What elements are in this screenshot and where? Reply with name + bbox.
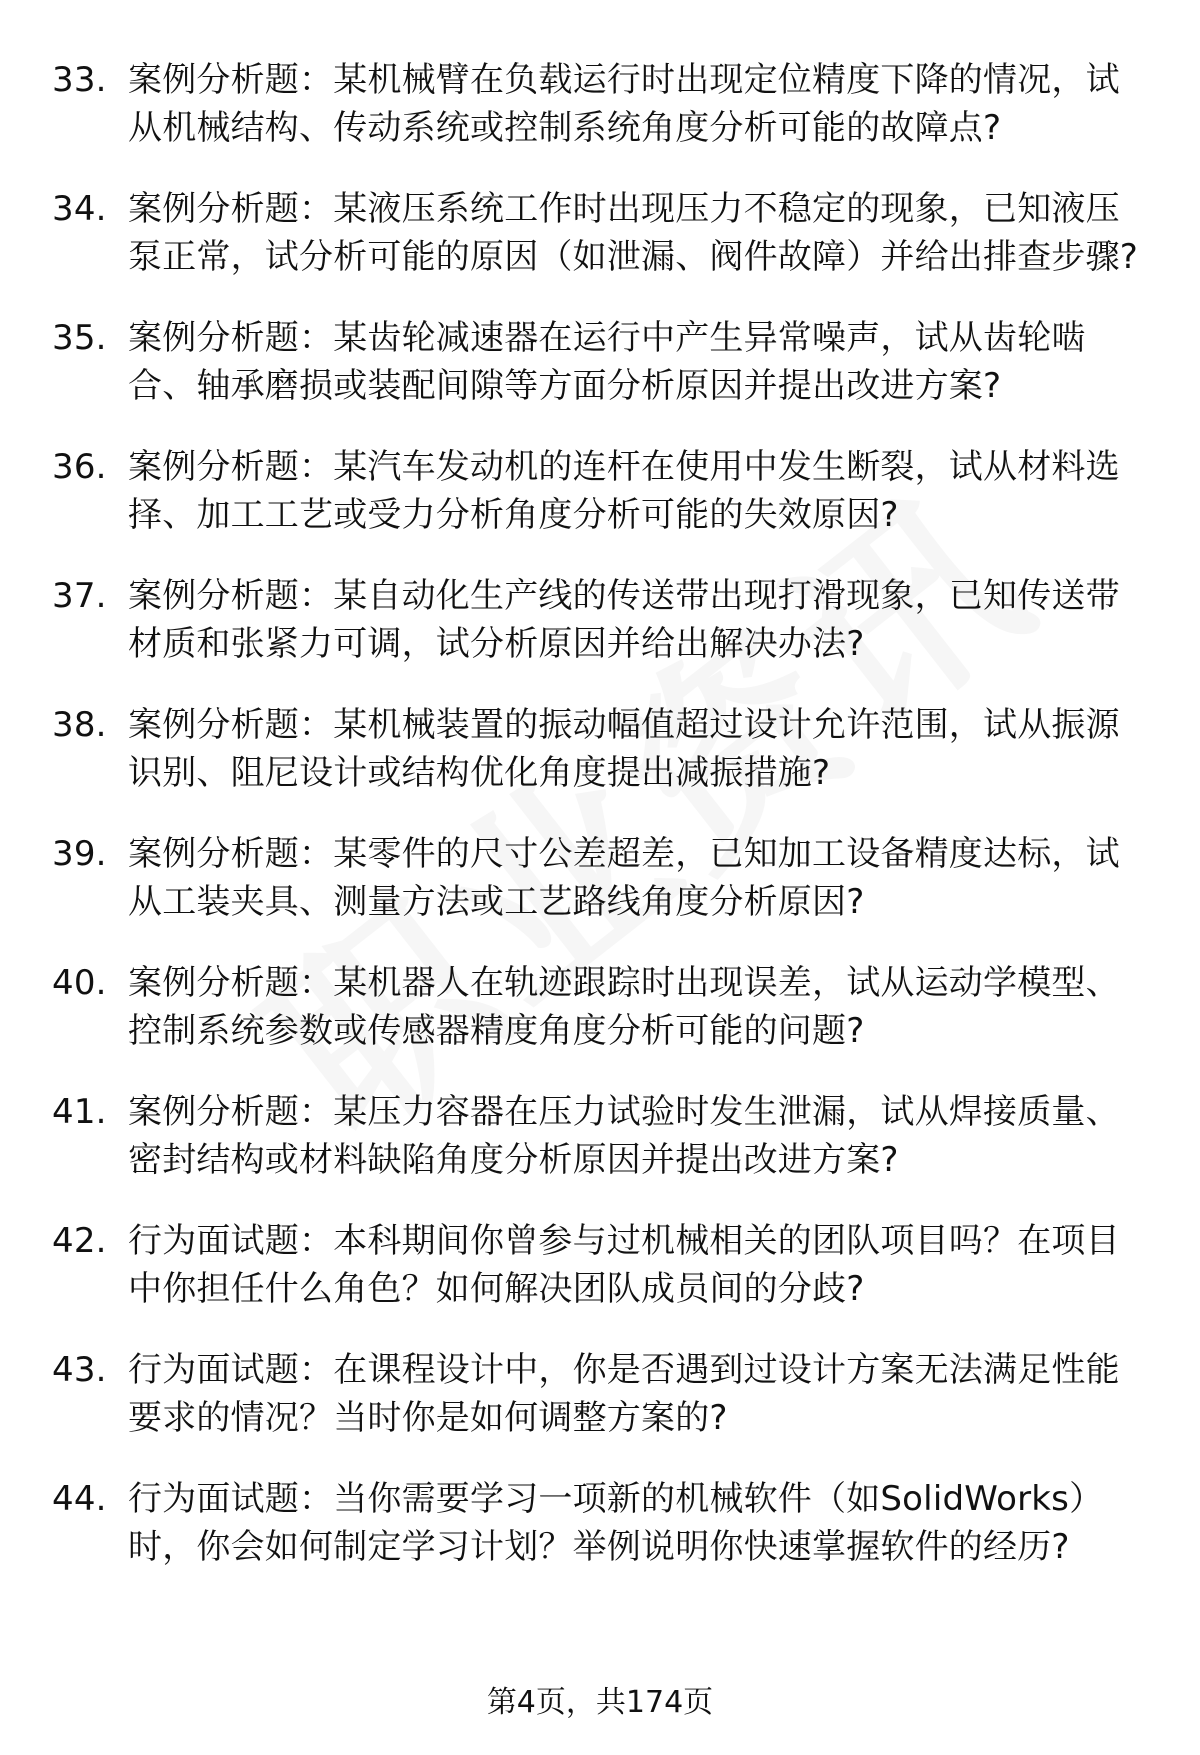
- question-text: 案例分析题：某液压系统工作时出现压力不稳定的现象，已知液压泵正常，试分析可能的原因（如泄漏、阀件故障）并给出排查步骤?: [128, 189, 1139, 277]
- question-item: [52, 830, 1142, 926]
- page-number-label: 第4页，共174页: [486, 1685, 714, 1720]
- question-number: 41.: [52, 1092, 107, 1132]
- question-number: 43.: [52, 1350, 107, 1390]
- question-item: [52, 314, 1142, 410]
- question-text: 行为面试题：本科期间你曾参与过机械相关的团队项目吗？在项目中你担任什么角色？如何解决团队成员间的分歧?: [128, 1221, 1120, 1309]
- question-number: 42.: [52, 1221, 107, 1261]
- question-number: 38.: [52, 705, 107, 745]
- question-text: 案例分析题：某机械装置的振动幅值超过设计允许范围，试从振源识别、阻尼设计或结构优化角度提出减振措施?: [128, 705, 1120, 793]
- question-number: 44.: [52, 1479, 107, 1519]
- question-number: 40.: [52, 963, 107, 1003]
- question-number: 33.: [52, 60, 107, 100]
- page-footer: [0, 1683, 1200, 1723]
- question-item: [52, 1088, 1142, 1184]
- question-item: [52, 185, 1142, 281]
- question-text: 案例分析题：某压力容器在压力试验时发生泄漏，试从焊接质量、密封结构或材料缺陷角度分析原因并提出改进方案?: [128, 1092, 1120, 1180]
- question-number: 37.: [52, 576, 107, 616]
- question-number: 35.: [52, 318, 107, 358]
- question-item: [52, 56, 1142, 152]
- question-text: 案例分析题：某齿轮减速器在运行中产生异常噪声，试从齿轮啮合、轴承磨损或装配间隙等方面分析原因并提出改进方案?: [128, 318, 1086, 406]
- question-number: 39.: [52, 834, 107, 874]
- question-item: [52, 1475, 1142, 1571]
- question-text: 案例分析题：某机械臂在负载运行时出现定位精度下降的情况，试从机械结构、传动系统或控制系统角度分析可能的故障点?: [128, 60, 1120, 148]
- question-number: 34.: [52, 189, 107, 229]
- question-text: 案例分析题：某自动化生产线的传送带出现打滑现象，已知传送带材质和张紧力可调，试分析原因并给出解决办法?: [128, 576, 1120, 664]
- question-item: [52, 1217, 1142, 1313]
- question-item: [52, 959, 1142, 1055]
- question-item: [52, 572, 1142, 668]
- question-number: 36.: [52, 447, 107, 487]
- question-item: [52, 443, 1142, 539]
- question-text: 行为面试题：在课程设计中，你是否遇到过设计方案无法满足性能要求的情况？当时你是如何调整方案的?: [128, 1350, 1120, 1438]
- question-list: [52, 56, 1142, 1604]
- question-text: 案例分析题：某零件的尺寸公差超差，已知加工设备精度达标，试从工装夹具、测量方法或工艺路线角度分析原因?: [128, 834, 1120, 922]
- question-text: 行为面试题：当你需要学习一项新的机械软件（如SolidWorks）时，你会如何制定学习计划？举例说明你快速掌握软件的经历?: [128, 1479, 1104, 1567]
- question-text: 案例分析题：某机器人在轨迹跟踪时出现误差，试从运动学模型、控制系统参数或传感器精度角度分析可能的问题?: [128, 963, 1120, 1051]
- question-item: [52, 701, 1142, 797]
- question-text: 案例分析题：某汽车发动机的连杆在使用中发生断裂，试从材料选择、加工工艺或受力分析角度分析可能的失效原因?: [128, 447, 1120, 535]
- question-item: [52, 1346, 1142, 1442]
